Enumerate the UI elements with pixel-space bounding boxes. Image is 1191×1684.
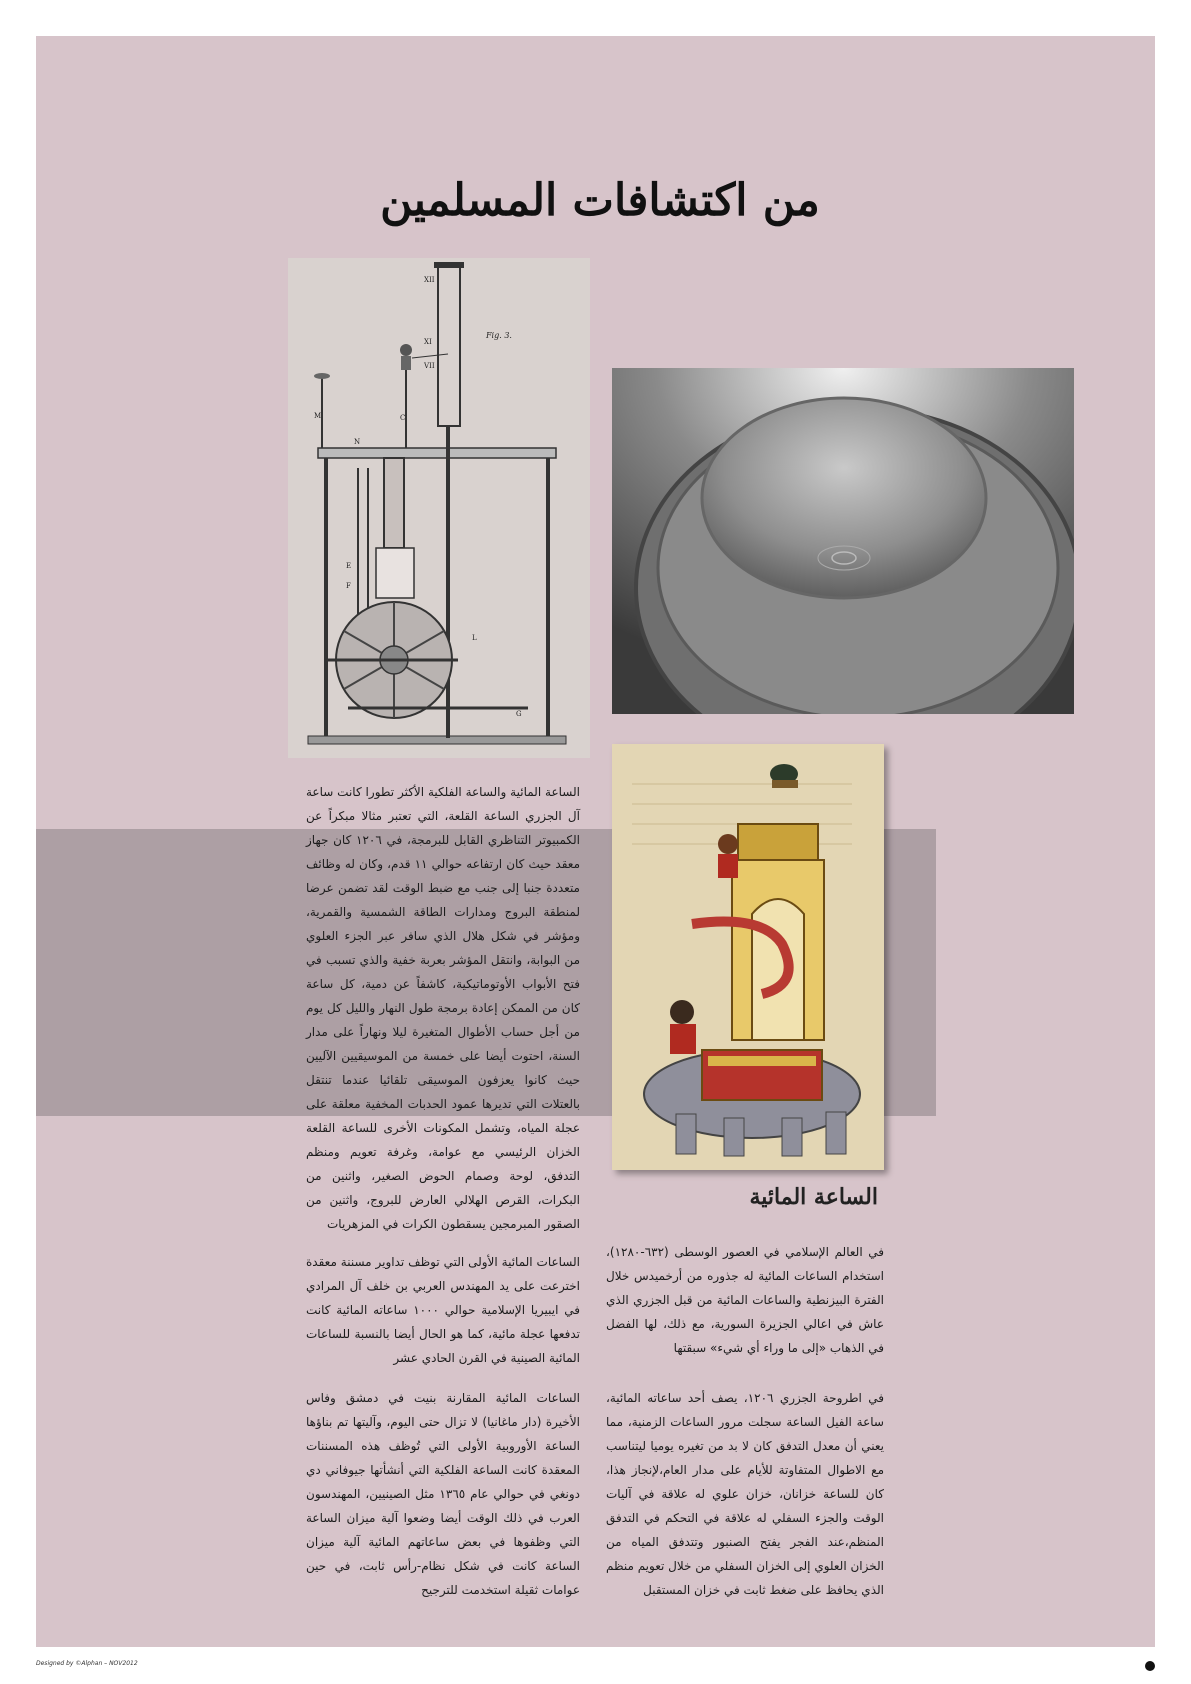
label-xi: XI xyxy=(424,338,432,346)
figure-caption: Fig. 3. xyxy=(486,331,512,340)
page-title: من اكتشافات المسلمين xyxy=(380,175,820,226)
corner-dot xyxy=(1145,1661,1155,1671)
label-n: N xyxy=(354,438,361,446)
label-f: F xyxy=(346,582,351,590)
designer-credit: Designed by ©Alphan – NOV2012 xyxy=(36,1660,138,1667)
paragraph-medieval-islamic-world: في العالم الإسلامي في العصور الوسطى (٦٣٢-١٢٨٠)، استخدام الساعات المائية له جذوره من أرخميدس خلال الفترة البيزنطية والساعات المائية من قبل الجزري الذي عاش في اعالي الجزيرة السورية، مع ذلك، لها الفضل في الذهاب «إلى ما وراء أي شيء» سبقتها xyxy=(606,1245,884,1355)
water-bowl-photo xyxy=(612,368,1074,714)
paragraph-castle-clock: الساعة المائية والساعة الفلكية الأكثر تطورا كانت ساعة آل الجزري الساعة القلعة، التي تعتبر مثالا مبكراً عن الكمبيوتر التناظري القابل للبرمجة، في ١٢٠٦ كان جهاز معقد حيث كان ارتفاعه حوالي ١١ قدم، وكان له وظائف متعددة جنبا إلى جنب مع ضبط الوقت لقد تضمن عرضا لمنطقة البروج ومدارات الطاقة الشمسية والقمرية، ومؤشر في شكل هلال الذي سافر عبر الجزء العلوي من البوابة، وانتقل المؤشر بعربة خفية والذي تسبب في فتح الأبواب الأوتوماتيكية، كاشفاً عن دمية، كل ساعة كان من الممكن إعادة برمجة طول النهار والليل كل يوم من أجل حساب الأطوال المتغيرة ليلا ونهاراً على مدار السنة، احتوت أيضا على خمسة من الموسيقيين الآليين حيث كانوا يعزفون الموسيقى تلقائيا عندما تنتقل بالعتلات التي تديرها عمود الحدبات المخفية معلقة على عجلة المياه، وتشمل المكونات الأخرى للساعة القلعة الخزان الرئيسي مع عوامة، وغرفة تعويم ومنظم التدفق، لوحة وصمام الحوض الصغير، واثنين من البكرات، القرص الهلالي العارض للبروج، واثنين من الصقور المبرمجين يسقطون الكرات في المزهريات xyxy=(306,785,581,1231)
paragraph-damascus-fez: الساعات المائية المقارنة بنيت في دمشق وفاس الأخيرة (دار ماغانيا) لا تزال حتى اليوم، وآليتها تم بناؤها الساعة الأوروبية الأولى التي تُوظف هذه المسننات المعقدة كانت الساعة الفلكية التي أنشأتها جيوفاني دي دونغي في حوالي عام ١٣٦٥ مثل الصينيين، المهندسون العرب في ذلك الوقت أيضا وضعوا آلية ميزان الساعة التي وظفوها في بعض ساعاتهم المائية آلية ميزان الساعة كانت في شكل نظام-رأس ثابت، في حين عوامات ثقيلة استخدمت للترجيح xyxy=(306,1391,580,1597)
label-vii: VII xyxy=(424,362,435,370)
paragraph-geared-clocks: الساعات المائية الأولى التي توظف تداوير مسننة معقدة اخترعت على يد المهندس العربي بن خلف آل المرادي في ايبيريا الإسلامية حوالي ١٠٠٠ ساعاته المائية كانت تدفعها عجلة مائية، كما هو الحال أيضا بالنسبة للساعات المائية الصينية في القرن الحادي عشر xyxy=(306,1255,581,1365)
label-l: L xyxy=(472,634,477,642)
water-clock-engraving xyxy=(288,258,590,758)
section-heading: الساعة المائية xyxy=(749,1184,878,1210)
elephant-clock-manuscript xyxy=(612,744,884,1170)
label-g: G xyxy=(516,710,522,718)
paragraph-elephant-clock: في اطروحة الجزري ١٢٠٦، يصف أحد ساعاته المائية، ساعة الفيل الساعة سجلت مرور الساعات الزمنية، مما يعني أن معدل التدفق كان لا بد من تغيره يوميا ليتناسب مع الاطوال المتفاوتة للأيام على مدار العام،لإنجاز هذا، كان للساعة خزانان، خزان علوي له علاقة في آليات الوقت والجزء السفلي له علاقة في التحكم في التدفق المنظم،عند الفجر يفتح الصنبور وتتدفق المياه من الخزان العلوي إلى الخزان السفلي من خلال تعويم منظم الذي يحافظ على ضغط ثابت في خزان المستقبل xyxy=(606,1391,884,1597)
label-e: E xyxy=(346,562,352,570)
label-m: M xyxy=(314,412,322,420)
label-c: C xyxy=(400,414,406,422)
label-xii: XII xyxy=(424,276,435,284)
